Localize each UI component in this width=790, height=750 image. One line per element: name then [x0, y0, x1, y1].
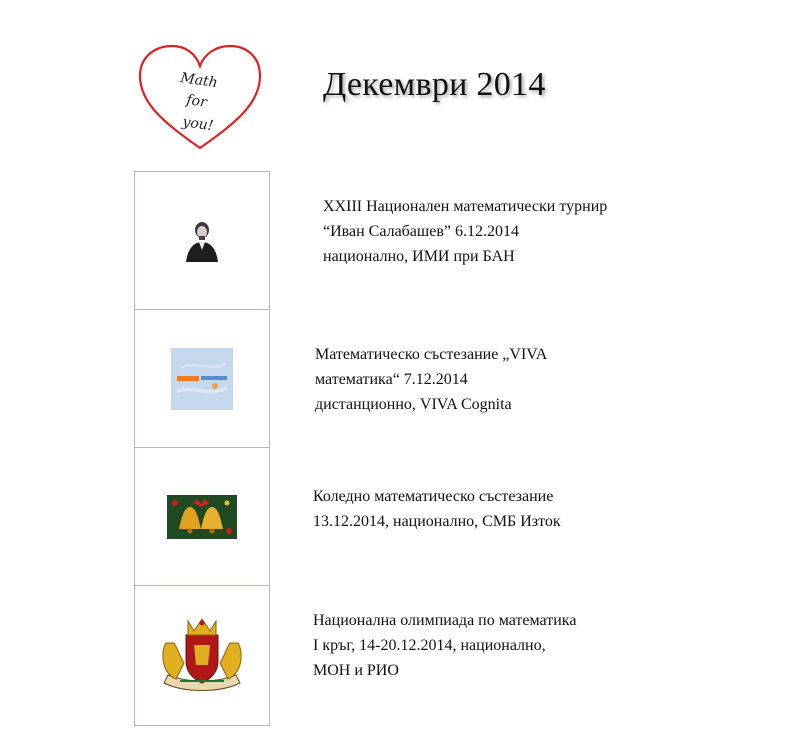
- event-text-line: Коледно математическо състезание: [313, 488, 554, 505]
- event-text-line: Математическо състезание „VIVA: [315, 346, 548, 363]
- event-item: [313, 484, 561, 534]
- math-for-you-logo: [136, 42, 264, 154]
- event-text-line: 13.12.2014, национално, СМБ Изток: [313, 513, 561, 530]
- event-item: [313, 608, 576, 683]
- page-title: Декември 2014: [323, 66, 546, 103]
- event-item: [323, 194, 607, 269]
- event-text-line: дистанционно, VIVA Cognita: [315, 396, 512, 413]
- event-image-cell: [135, 448, 269, 586]
- event-text-line: “Иван Салабашев” 6.12.2014: [323, 223, 519, 240]
- coat-of-arms-icon: [154, 613, 250, 697]
- event-text-line: I кръг, 14-20.12.2014, национално,: [313, 637, 546, 654]
- event-image-column: [134, 171, 270, 726]
- event-image-cell: [135, 310, 269, 448]
- logo-text-line1: Math: [179, 70, 219, 92]
- portrait-icon: [182, 218, 222, 264]
- event-image-cell: [135, 172, 269, 310]
- event-text-line: национално, ИМИ при БАН: [323, 248, 515, 265]
- event-image-cell: [135, 586, 269, 724]
- event-text-line: математика“ 7.12.2014: [315, 371, 468, 388]
- logo-text-line2: for: [185, 92, 208, 111]
- event-item: [315, 342, 547, 417]
- event-text-line: МОН и РИО: [313, 662, 399, 679]
- event-text-line: XXIII Национален математически турнир: [323, 198, 608, 215]
- event-text-line: Национална олимпиада по математика: [313, 612, 577, 629]
- logo-text-line3: you!: [181, 114, 215, 135]
- viva-logo-icon: [171, 348, 233, 410]
- heart-icon: [136, 42, 264, 154]
- christmas-bells-icon: [167, 495, 237, 539]
